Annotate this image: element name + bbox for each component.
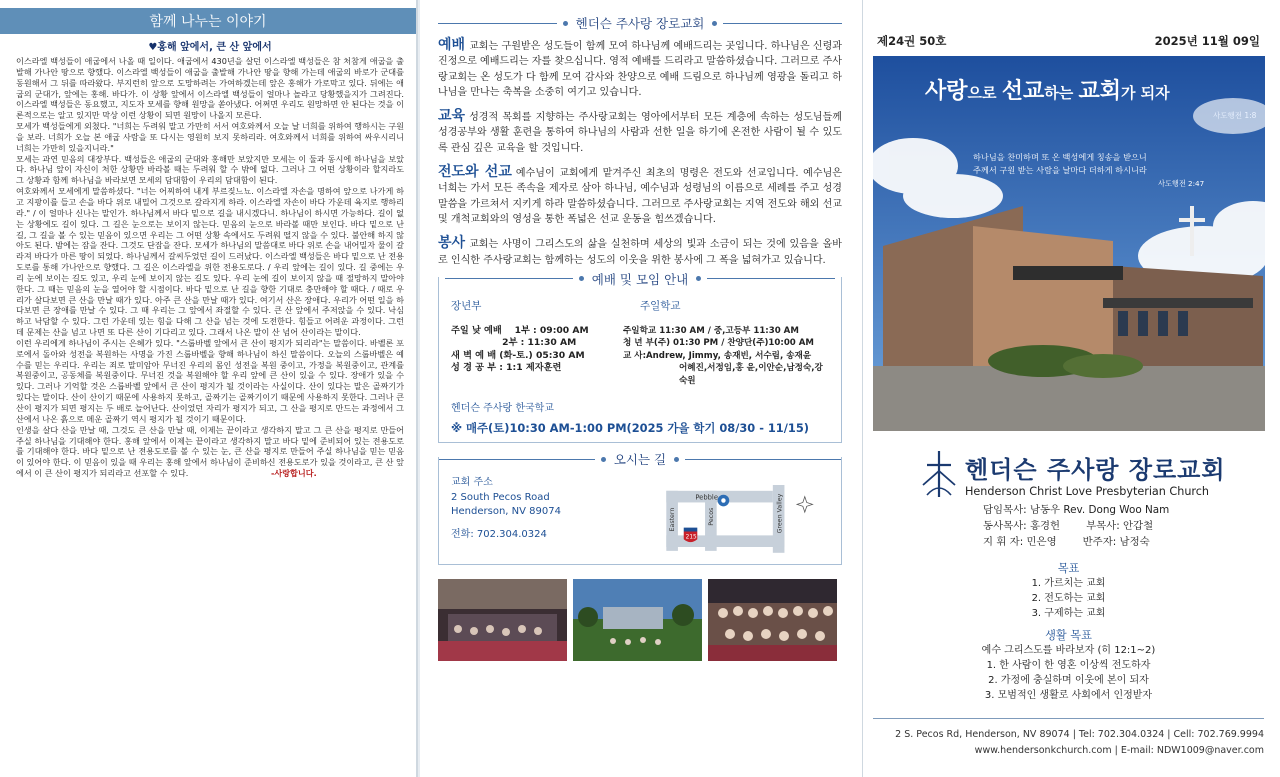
adult-row: 2부 : 11:30 AM	[451, 337, 577, 349]
school-row: 청 년 부(주) 01:30 PM / 찬양단(주)10:00 AM	[623, 338, 814, 349]
intro-text: 교회는 사명이 그리스도의 삶을 실천하며 세상의 빛과 소금이 되는 것에 있음을 올바로 인식한 주사랑교회는 함께하는 성도의 이웃을 위한 봉사에 그 폭을 넓혀가고 있습니다.	[438, 239, 842, 266]
intro-title	[438, 14, 842, 32]
intro-keyword: 전도와 선교	[438, 164, 512, 181]
korean-school-notice: ※ 매주(토)10:30 AM-1:00 PM(2025 가을 학기 08/30 - 11/15)	[451, 421, 809, 436]
intro-keyword: 교육	[438, 108, 466, 125]
congregation-photo-1	[438, 579, 567, 661]
issue-header	[873, 28, 1264, 54]
goal-item: 1. 가르치는 교회	[1031, 578, 1106, 590]
directions-title	[439, 450, 841, 468]
slogan-reference: 사도행전 1:8	[1213, 111, 1257, 120]
address-line: 2 South Pecos Road	[451, 491, 550, 503]
footer-address-line: 2 S. Pecos Rd, Henderson, NV 89074 | Tel: 702.304.0324 | Cell: 702.769.9994	[895, 729, 1264, 740]
slogan-part: 하는	[1044, 84, 1079, 102]
adult-row: 성 경 공 부 : 1:1 제자훈련	[451, 362, 562, 374]
directions-box	[438, 452, 842, 565]
story-title: 함께 나누는 이야기	[0, 8, 416, 34]
school-row: 어혜진,서정임,홍 윤,이안순,남정숙,강숙원	[679, 363, 823, 386]
schedule-title	[439, 270, 841, 288]
life-goal-item: 3. 모범적인 생활로 사회에서 인정받자	[984, 690, 1153, 702]
goal-item: 2. 전도하는 교회	[1031, 593, 1106, 605]
adult-schedule	[451, 325, 623, 388]
adult-row: 주일 낮 예배 1부 : 09:00 AM	[451, 324, 589, 336]
story-subtitle: ♥홍해 앞에서, 큰 산 앞에서	[148, 42, 272, 53]
story-paragraph: 이런 우리에게 하나님이 주시는 은혜가 있다. "스룹바벨 앞에서 큰 산이 평지가 되리라"는 말씀이다. 바벨론 포로에서 돌아와 성전을 복원하는 사명을 가진 스룹바벨을 향해 하나님이 하신 말씀이다. 오늘의 스룹바벨은 예수를 믿는 우리다. 우리는 죄로 말미암아 무너진 우리의 몸인 성전을 복원 중이고, 가정을 복원중이고, 관계를 복원중이고, 공동체를 복원중이다. 무너진 것을 복원해야 할 우리 앞에 큰 산이 있을 수 있다. 장애가 있을 수 있다. 그러나 기억할 것은 스룹바벨 앞에서 큰 산이 평지가 될 것이라는 사실이다. 산이 있다는 말은 골짜기가 있다는 말이다. 산이 산이기 때문에 사용하지 못하고, 골짜기는 골짜기이기 때문에 사용하지 못한다. 그러나 큰 산이 평지가 되면 평지는 두 배로 늘어난다. 산이었던 자리가 평지가 되고, 그 산을 평지로 만드는 과정에서 그 산에서 나온 흙으로 메운 골짜기 역시 평지가 될 것이기 때문이다.	[16, 337, 404, 424]
story-paragraph: 이스라엘 백성들이 애굽에서 나올 때 일이다. 애굽에서 430년을 살던 이스라엘 백성들은 참 처참게 애굽을 출발해 가나안 땅으로 향했다. 이스라엘 백성들이 애굽을 출발해 가나안 땅을 향해 가는데 애굽의 바로가 군대를 동원해서 그 뒤를 따라왔다. 부지런히 앞으로 도망하려는 가여하겠는데 앞은 홍해가 가로막고 있다. 뒤에는 애굽의 군대가, 앞에는 홍해. 바다가. 이 상황 앞에서 이스라엘 백성들이 얼마나 놀라고 당황했을지가 그려진다. 이스라엘 백성들은 동요했고, 지도자 모세를 향해 원망을 쏟아냈다. 어쩌면 우리도 원망하면 안 된다는 것을 이론적으로는 알고 있지만 막상 이런 상황이 되면 원망이 나올지 모른다.	[16, 56, 404, 121]
intro-item	[438, 165, 842, 227]
location-map[interactable]	[645, 476, 829, 556]
church-name-english: Henderson Christ Love Presbyterian Church	[965, 485, 1210, 498]
story-signoff: -사랑합니다.	[270, 468, 317, 479]
intro-item	[438, 38, 842, 100]
life-goals-list	[873, 643, 1264, 703]
story-paragraph: 여호와께서 모세에게 말씀하셨다. "너는 어찌하여 내게 부르짖느뇨. 이스라엘 자손을 명하여 앞으로 나가게 하고 지팡이를 들고 손을 바다 위로 내밀어 그것으로 갈라지게 하라. 이스라엘 자손이 바다 가운데 육지로 행하리라." / 이 얼마나 신나는 말인가. 하나님께서 바다 밑으로 길을 내시겠다니. 하나님이 하시면 가능하다. 길이 없는 상황에도 길이 있다. 그 길은 눈으로는 보이지 않는다. 믿음의 눈으로 바라볼 때만 보인다. 바다 밑으로 난 길, 그 길을 볼 수 있는 믿음이 있으면 우리는 그 어떤 상황 속에서도 두려워 떨지 않을 수 있다. 불안해 하지 않아도 된다. 밤에는 잠을 잔다. 그것도 단잠을 잔다. 모세가 하나님의 말씀대로 바다 위로 손을 내어밀자 물이 갈라져 바다가 마른 땅이 되었다. 하나님께서 갈씨두었던 길이 드러났다. 이스라엘 백성들은 바다 밑으로 난 전용도로를 통해 가나안으로 향했다. 그 길은 이스라엘을 위한 전용도로다. / 우리 앞에는 길이 있다. 길 중에는 우리 눈에 보이는 길도 있고, 우리 눈에 보이지 않는 길도 있다. 우리 눈에 길이 보이지 않을 때 절망하지 말아야 한다. 그 때는 믿음의 눈을 열어야 할 시점이다. 바다 밑으로 난 길을 향한 기대로 충만해야 할 때다. / 때로 우리가 살다보면 큰 산을 만날 때가 있다. 아주 큰 산을 만날 때가 있다. 여기서 산은 장애다. 우리가 어떤 일을 하다보면 큰 장애를 만날 수 있다. 그 때 우리는 그 앞에서 좌절할 수 있다. 큰 산 앞에서 주저앉을 수 있다. 낙심하고 낙담할 수 있다. 그런 가운데 있는 힘을 다해 그 산을 넘는 것에 도전한다. 힘들고 어려운 과정이다. 그런데 문제는 산을 넘고 나면 또 다른 산이 기다리고 있다. 그래서 나온 말이 산 넘어 산이라는 말이다.	[16, 186, 404, 338]
contact-footer	[873, 718, 1264, 777]
story-paragraph: 모세는 과연 믿음의 대장부다. 백성들은 애굽의 군대와 홍해만 보았지만 모세는 이 둘과 동시에 하나님을 보았다. 하나님 앞이 자신이 처한 상황만 바라볼 때는 두려워 할 수 밖에 없다. 그러나 그 어떤 상황이라 할지라도 그 상황과 함께 하나님을 바라보면 모세의 담대함이 우리의 담대함이 된다.	[16, 153, 404, 186]
issue-volume: 제24권 50호	[877, 34, 947, 48]
info-panel	[420, 0, 860, 777]
story-panel	[0, 0, 418, 777]
schedule-box	[438, 271, 842, 444]
map-label-pecos: Pecos	[707, 508, 715, 527]
church-name-korean: 헨더슨 주사랑 장로교회	[965, 456, 1226, 484]
outdoor-photo-2	[573, 579, 702, 661]
sunday-school-head: 주일학교	[640, 299, 681, 312]
intro-item	[438, 109, 842, 156]
senior-pastor: 담임목사: 남동우 Rev. Dong Woo Nam	[983, 504, 1170, 516]
slogan-part: 선교	[1001, 79, 1045, 104]
life-goals-title: 생활 목표	[1045, 629, 1092, 643]
accompanist: 반주자: 남정숙	[1082, 535, 1150, 548]
church-logo-icon	[921, 449, 957, 499]
photo-strip	[438, 579, 842, 661]
slogan-part: 사랑	[925, 79, 968, 104]
address-block	[451, 476, 635, 556]
schedule-table	[451, 298, 829, 437]
slogan-part: 교회	[1078, 79, 1121, 104]
slogan-part: 으로	[967, 84, 1002, 102]
goal-item: 3. 구제하는 교회	[1031, 608, 1106, 620]
directions-content	[451, 476, 829, 556]
life-goal-item: 2. 가정에 충실하며 이웃에 본이 되자	[988, 675, 1149, 687]
story-paragraph: 모세가 백성들에게 외쳤다. "너희는 두려워 말고 가만히 서서 여호와께서 오늘 날 너희를 위하여 행하시는 구원을 보라. 너희가 오늘 본 애굽 사람을 또 다시는 영원히 보지 못하리라. 여호와께서 너희를 위하여 싸우시리니 너희는 가만히 있을지니라."	[16, 121, 404, 153]
map-label-215: 215	[685, 534, 697, 541]
assistant-pastor: 부목사: 안갑철	[1086, 519, 1154, 532]
adult-row: 새 벽 예 배 (화-토.) 05:30 AM	[451, 349, 585, 361]
verse-reference: 사도행전 2:47	[1158, 179, 1205, 188]
intro-item	[438, 236, 842, 268]
associate-pastor: 동사목사: 홍경헌	[983, 519, 1061, 532]
footer-web-line[interactable]: www.hendersonkchurch.com | E-mail: NDW1009@naver.com	[974, 745, 1264, 756]
church-building-photo	[873, 56, 1265, 431]
compass-icon	[797, 497, 812, 512]
story-paragraph	[16, 425, 404, 479]
intro-title-text: 헨더슨 주사랑 장로교회	[575, 16, 705, 31]
issue-date: 2025년 11월 09일	[1154, 34, 1260, 48]
school-row: 주일학교 11:30 AM / 중,고등부 11:30 AM	[623, 325, 799, 336]
verse-line: 주께서 구원 받는 사람을 날마다 더하게 하시니라	[973, 165, 1147, 175]
story-body	[16, 56, 404, 479]
choir-conductor: 지 휘 자: 민은영	[983, 535, 1057, 548]
intro-text: 예수님이 교회에게 맡겨주신 최초의 명령은 전도와 선교입니다. 예수님은 너희는 가서 모든 족속을 제자로 삼아 하나님, 예수님과 성령님의 이름으로 세례를 주고 성경 말씀을 가르쳐서 지키게 하라 말씀하셨습니다. 그러므로 주사랑교회는 지역 전도와 해외 선교 및 개척교회와의 영성을 통한 폭넓은 선교 운동을 힘쓰겠습니다.	[438, 168, 842, 225]
intro-keyword: 봉사	[438, 235, 466, 252]
school-schedule	[623, 325, 829, 388]
schedule-title-text: 예배 및 모임 안내	[591, 271, 689, 287]
map-label-green-valley: Green Valley	[776, 494, 784, 534]
intro-text: 교회는 구원받은 성도들이 함께 모여 하나님께 예배드리는 곳입니다. 하나님은 신령과 진정으로 예배드리는 자를 찾으십니다. 영적 예배를 드리라고 말씀하셨습니다. 그러므로 주사랑교회는 온 성도가 다 함께 모여 감사와 찬양으로 예배 드림으로 하나님께 영광을 돌리고 하나님을 만나는 축복을 소중히 여기고 있습니다.	[438, 41, 842, 98]
life-goals-subtitle: 예수 그리스도를 바라보자 (히 12:1~2)	[981, 645, 1156, 657]
cover-panel	[862, 0, 1280, 777]
intro-text: 성경적 목회를 지향하는 주사랑교회는 영아에서부터 모든 계층에 속하는 성도님들께 성경공부와 생활 훈련을 통하여 하나님의 사람과 선한 일을 하기에 온전한 사람이 될 수 있도록 관심 깊은 교육을 할 것입니다.	[438, 112, 842, 154]
address-label: 교회 주소	[451, 477, 493, 489]
intro-section	[438, 38, 842, 268]
address-line: Henderson, NV 89074	[451, 506, 561, 518]
school-row: 교 사:Andrew, Jimmy, 송재빈, 서수림, 송재윤	[623, 350, 812, 361]
adult-head: 장년부	[451, 299, 482, 312]
korean-school-label: 헨더슨 주사랑 한국학교	[451, 403, 554, 415]
verse-line: 하나님을 찬미하며 또 온 백성에게 칭송을 받으니	[973, 152, 1147, 162]
staff-list	[983, 503, 1264, 550]
group-photo-3	[708, 579, 837, 661]
directions-title-text: 오시는 길	[613, 452, 667, 468]
phone-number: 전화: 702.304.0324	[451, 528, 547, 540]
hero-image	[873, 56, 1265, 431]
goals-title: 목표	[1057, 562, 1080, 576]
goals-list	[873, 576, 1264, 621]
map-label-eastern: Eastern	[669, 507, 677, 532]
intro-keyword: 예배	[438, 37, 466, 53]
slogan-part: 가 되자	[1120, 84, 1170, 102]
life-goal-item: 1. 한 사람이 한 영혼 이상씩 전도하자	[986, 660, 1151, 672]
map-label-pebble: Pebble	[695, 493, 718, 502]
story-paragraph-text: 인생을 살다 산을 만날 때, 그것도 큰 산을 만날 때, 이제는 끝이라고 생각하지 말고 그 큰 산을 평지로 만들어 주실 하나님을 기대해야 한다. 홍해 앞에서 이제는 끝이라고 생각하지 말고 바다 밑에 준비되어 있는 전용도로를 기대해야 한다. 바다 밑으로 난 전용도로를 볼 수 있는 눈, 큰 산을 평지로 만들어 주실 하나님을 믿는 믿음이 있어야 한다. 이 믿음이 있을 때 우리는 홍해 앞에서 하나님이 준비하신 전용도로가 있을 것이라고, 큰 산 앞에서 이 큰 산이 평지가 되리라고 선포할 수 있다.	[16, 424, 404, 479]
church-identity	[873, 449, 1264, 499]
